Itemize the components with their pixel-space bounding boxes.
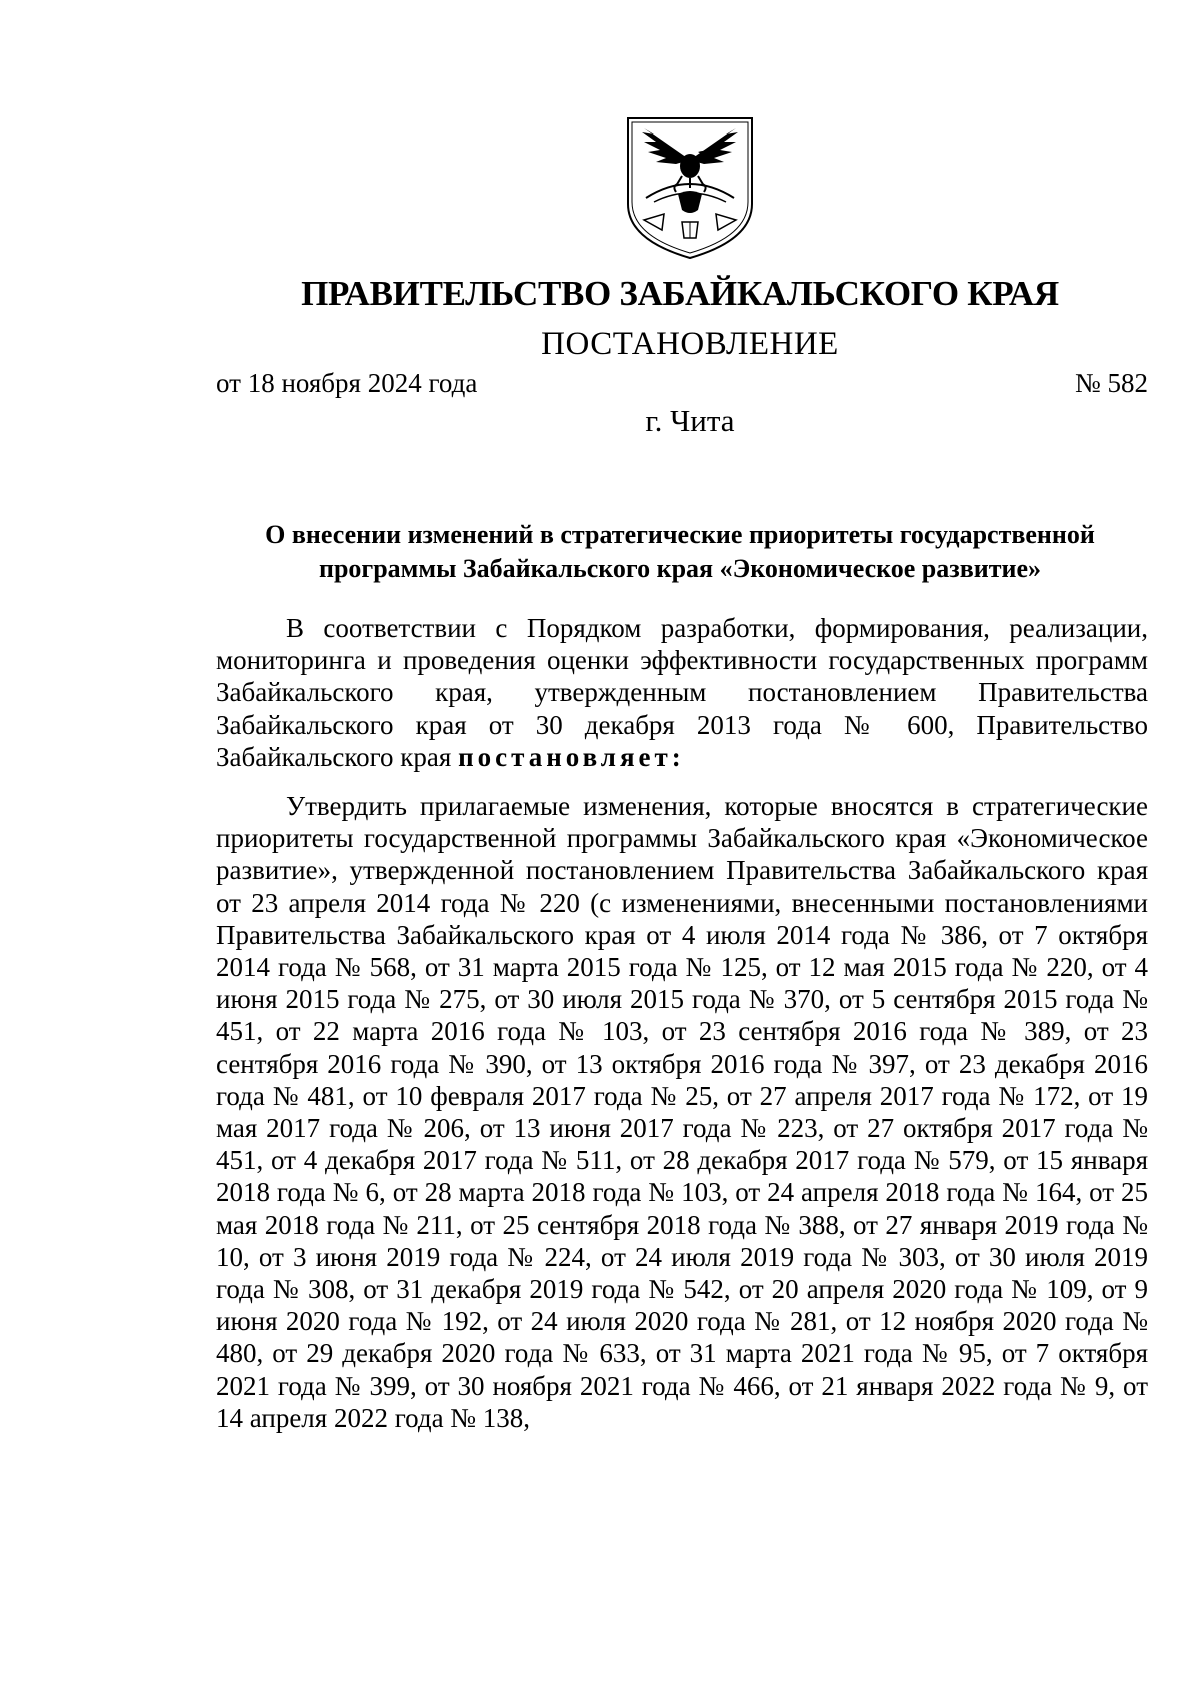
paragraph-preamble xyxy=(216,612,1148,773)
document-city: г. Чита xyxy=(645,403,735,438)
document-number: № 582 xyxy=(1074,368,1148,398)
preamble-text: В соответствии с Порядком разработки, формирования, реализации, мониторинга и проведения оценки эффективности государственных программ Забайкальского края, утвержденным постановлением Правительства Забайкальского края от 30 декабря 2013 года № 600, Правительство Забайкальского края xyxy=(216,613,1148,772)
document-date: от 18 ноября 2024 года xyxy=(216,368,478,398)
document-type: ПОСТАНОВЛЕНИЕ xyxy=(541,326,839,362)
government-name: ПРАВИТЕЛЬСТВО ЗАБАЙКАЛЬСКОГО КРАЯ xyxy=(301,274,1059,313)
coat-of-arms-emblem xyxy=(620,112,760,262)
resolves-keyword: постановляет: xyxy=(458,741,685,772)
paragraph-approve: Утвердить прилагаемые изменения, которые вносятся в стратегические приоритеты государственной программы Забайкальского края «Экономическое развитие», утвержденной постановлением Правительства Забайкальского края от 23 апреля 2014 года № 220 (с изменениями, внесенными постановлениями Правительства Забайкальского края от 4 июля 2014 года № 386, от 7 октября 2014 года № 568, от 31 марта 2015 года № 125, от 12 мая 2015 года № 220, от 4 июня 2015 года № 275, от 30 июля 2015 года № 370, от 5 сентября 2015 года № 451, от 22 марта 2016 года № 103, от 23 сентября 2016 года № 389, от 23 сентября 2016 года № 390, от 13 октября 2016 года № 397, от 23 декабря 2016 года № 481, от 10 февраля 2017 года № 25, от 27 апреля 2017 года № 172, от 19 мая 2017 года № 206, от 13 июня 2017 года № 223, от 27 октября 2017 года № 451, от 4 декабря 2017 года № 511, от 28 декабря 2017 года № 579, от 15 января 2018 года № 6, от 28 марта 2018 года № 103, от 24 апреля 2018 года № 164, от 25 мая 2018 года № 211, от 25 сентября 2018 года № 388, от 27 января 2019 года № 10, от 3 июня 2019 года № 224, от 24 июля 2019 года № 303, от 30 июля 2019 года № 308, от 31 декабря 2019 года № 542, от 20 апреля 2020 года № 109, от 9 июня 2020 года № 192, от 24 июля 2020 года № 281, от 12 ноября 2020 года № 480, от 29 декабря 2020 года № 633, от 31 марта 2021 года № 95, от 7 октября 2021 года № 399, от 30 ноября 2021 года № 466, от 21 января 2022 года № 9, от 14 апреля 2022 года № 138, xyxy=(216,791,1148,1433)
document-body xyxy=(216,612,1148,1434)
document-subject: О внесении изменений в стратегические приоритеты государственной программы Забайкальского края «Экономическое развитие» xyxy=(265,520,1095,583)
